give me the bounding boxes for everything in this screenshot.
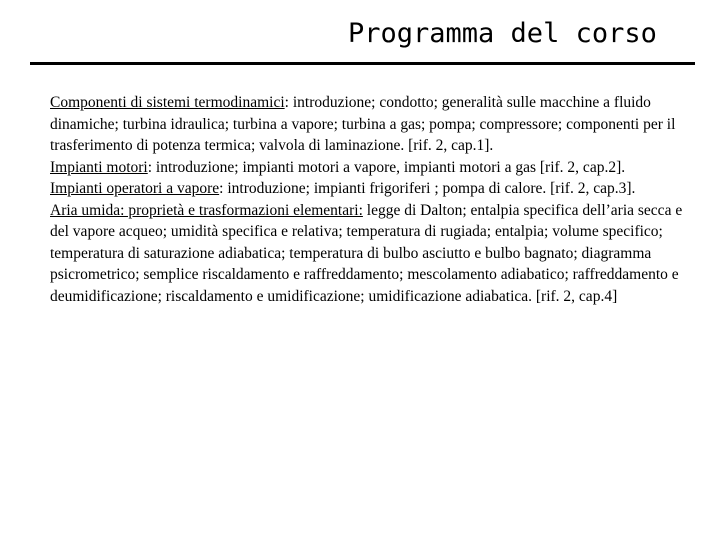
topic-heading: Componenti di sistemi termodinamici — [50, 94, 285, 111]
topic-description: legge di Dalton; entalpia specifica dell’aria secca e del vapore acqueo; umidità specifica e relativa; temperatura di rugiada; entalpia; volume specifico; temperatura di saturazione adiabatica; temperatura di bulbo asciutto e bulbo bagnato; diagramma psicrometrico; semplice riscaldamento e raffreddamento; mescolamento adiabatico; raffreddamento e deumidificazione; riscaldamento e umidificazione; umidificazione adiabatica. [rif. 2, cap.4] — [50, 201, 683, 305]
topic-separator: : — [147, 158, 153, 176]
topic-separator: : — [284, 94, 289, 111]
topic-paragraph — [50, 92, 700, 157]
topic-description: introduzione; impianti motori a vapore, impianti motori a gas [rif. 2, cap.2]. — [152, 158, 626, 176]
topic-description: introduzione; impianti frigoriferi ; pompa di calore. [rif. 2, cap.3]. — [223, 180, 636, 197]
topic-paragraph — [50, 157, 700, 179]
topic-separator: : — [219, 180, 224, 197]
slide-title: Programma del corso — [348, 18, 657, 49]
topic-heading: Aria umida: proprietà e trasformazioni elementari: — [50, 201, 363, 219]
topic-paragraph — [50, 178, 700, 200]
topic-heading: Impianti operatori a vapore — [50, 180, 220, 197]
topic-description: introduzione; condotto; generalità sulle macchine a fluido dinamiche; turbina idraulica; turbina a vapore; turbina a gas; pompa; compressore; componenti per il trasferimento di potenza termica; valvola di laminazione. [rif. 2, cap.1]. — [50, 94, 676, 154]
topic-paragraph — [50, 200, 700, 308]
title-divider — [30, 62, 695, 65]
course-program-body — [50, 92, 700, 307]
topic-heading: Impianti motori — [50, 158, 148, 176]
